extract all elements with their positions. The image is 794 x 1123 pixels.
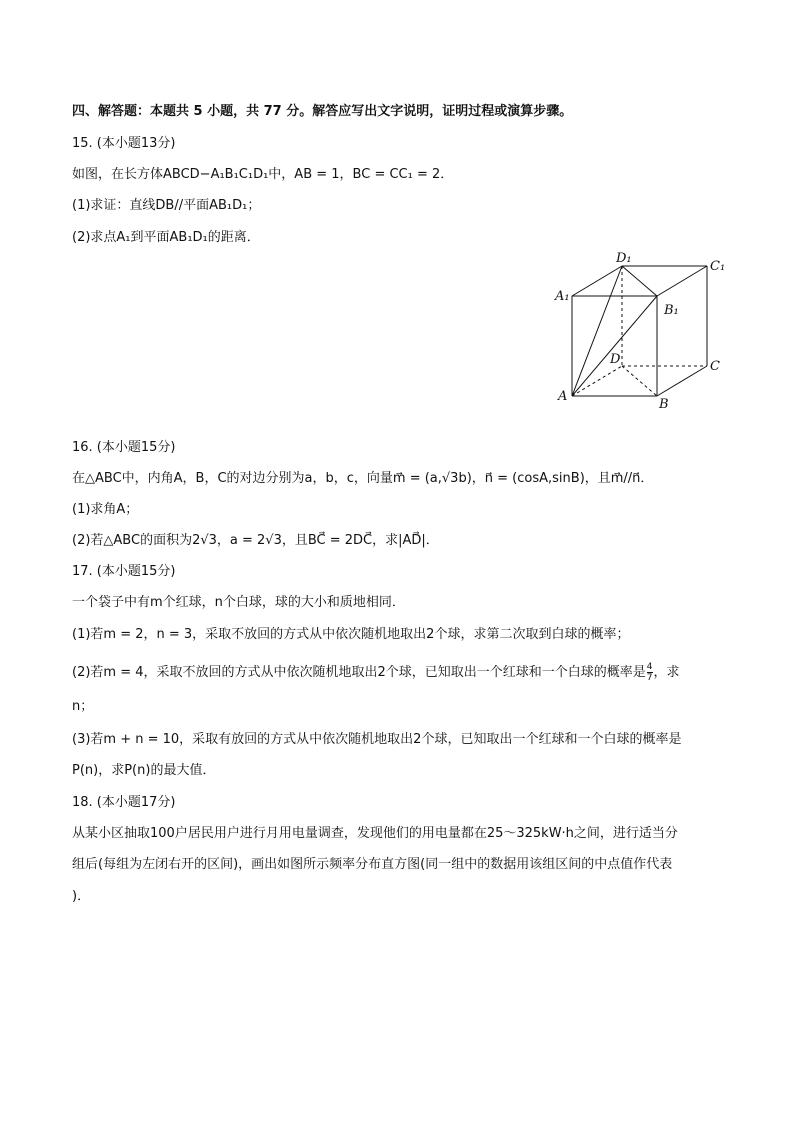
label-D: D (610, 352, 621, 367)
q17-part2-cont: n； (72, 699, 94, 714)
label-C: C (710, 359, 720, 374)
q18-line1: 从某小区抽取100户居民用户进行月用电量调查，发现他们的用电量都在25～325kW·h之间，进行适当分 (72, 826, 678, 841)
label-A: A (558, 389, 568, 404)
label-D1: D₁ (616, 251, 632, 266)
label-C1: C₁ (710, 259, 726, 274)
label-A1: A₁ (555, 289, 570, 304)
edge-BC (657, 366, 707, 396)
cuboid-figure (552, 248, 732, 410)
edge-AB1 (572, 296, 657, 396)
q17-number: 17. (本小题15分) (72, 564, 176, 579)
edge-DB (622, 366, 657, 396)
q16-stem: 在△ABC中，内角A，B，C的对边分别为a，b，c，向量m⃗ = (a,√3b)，n⃗ = (cosA,sinB)，且m⃗//n⃗． (72, 471, 654, 486)
edge-AD1 (572, 266, 622, 396)
edge-AD (572, 366, 622, 396)
fraction-numerator: 4 (646, 662, 653, 672)
q15-part2: (2)求点A₁到平面AB₁D₁的距离． (72, 230, 260, 245)
edge-B1C1 (657, 266, 707, 296)
label-B1: B₁ (664, 303, 679, 318)
q17-part2 (72, 662, 680, 683)
cuboid-diagram (552, 248, 732, 410)
q18-line2: 组后(每组为左闭右开的区间)，画出如图所示频率分布直方图(同一组中的数据用该组区间的中点值作代表 (72, 857, 673, 872)
q15-stem: 如图，在长方体ABCD−A₁B₁C₁D₁中，AB = 1，BC = CC₁ = 2． (72, 167, 454, 182)
q17-part2-text: (2)若m = 4，采取不放回的方式从中依次随机地取出2个球，已知取出一个红球和一个白球的概率是 (72, 665, 646, 680)
fraction-denominator: 7 (646, 673, 653, 683)
label-B: B (659, 397, 669, 410)
q16-number: 16. (本小题15分) (72, 440, 176, 455)
q15-number: 15. (本小题13分) (72, 136, 176, 151)
q17-fraction (647, 662, 653, 683)
section-heading: 四、解答题：本题共 5 小题，共 77 分。解答应写出文字说明，证明过程或演算步骤。 (72, 104, 573, 119)
edge-A1D1 (572, 266, 622, 296)
q17-part1: (1)若m = 2，n = 3，采取不放回的方式从中依次随机地取出2个球，求第二次取到白球的概率； (72, 627, 630, 642)
edge-D1B1 (622, 266, 657, 296)
q18-number: 18. (本小题17分) (72, 795, 176, 810)
q17-part2-tail: ，求 (653, 665, 680, 680)
q18-line3: )． (72, 889, 91, 904)
q17-stem: 一个袋子中有m个红球，n个白球，球的大小和质地相同． (72, 595, 405, 610)
q15-part1: (1)求证：直线DB//平面AB₁D₁； (72, 198, 261, 213)
q17-part3-cont: P(n)，求P(n)的最大值． (72, 763, 216, 778)
q17-part3: (3)若m + n = 10，采取有放回的方式从中依次随机地取出2个球，已知取出一个红球和一个白球的概率是 (72, 732, 682, 747)
q16-part2: (2)若△ABC的面积为2√3，a = 2√3，且BC⃗ = 2DC⃗，求|AD⃗|． (72, 533, 439, 548)
q16-part1: (1)求角A； (72, 502, 139, 517)
